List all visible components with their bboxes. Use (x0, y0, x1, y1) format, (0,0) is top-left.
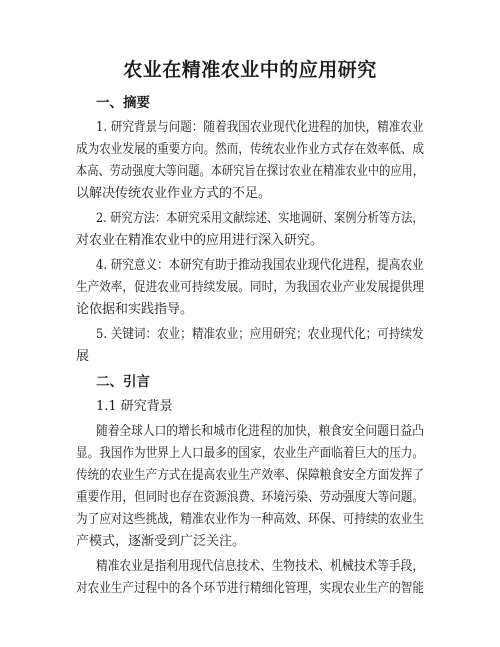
paragraph-line: 4. 研究意义：本研究有助于推动我国农业现代化进程，提高农业 (96, 258, 424, 273)
paragraph-line: 成为农业发展的重要方向。然而，传统农业作业方式存在效率低、成 (76, 142, 425, 157)
paragraph-line: 产模式，逐渐受到广泛关注。 (76, 534, 246, 549)
paragraph-line: 显。我国作为世界上人口最多的国家，农业生产面临着巨大的压力。 (76, 446, 425, 461)
section-heading-introduction: 二、引言 (96, 374, 150, 390)
paragraph-line: 展 (76, 349, 90, 364)
subsection-heading: 1.1 研究背景 (96, 399, 173, 414)
paragraph-line: 生产效率，促进农业可持续发展。同时，为我国农业产业发展提供理 (76, 280, 425, 295)
paragraph-line: 5. 关键词：农业；精准农业；应用研究；农业现代化；可持续发 (96, 327, 424, 342)
paragraph-line: 重要作用，但同时也存在资源浪费、环境污染、劳动强度大等问题。 (76, 490, 425, 505)
document-title: 农业在精准农业中的应用研究 (123, 59, 377, 81)
paragraph-line: 对农业生产过程中的各个环节进行精细化管理，实现农业生产的智能 (76, 581, 425, 596)
paragraph-line: 传统的农业生产方式在提高农业生产效率、保障粮食安全方面发挥了 (76, 468, 425, 483)
paragraph-line: 精准农业是指利用现代信息技术、生物技术、机械技术等手段， (96, 559, 425, 574)
paragraph-line: 1. 研究背景与问题：随着我国农业现代化进程的加快，精准农业 (96, 120, 424, 135)
section-heading-abstract: 一、摘要 (96, 95, 150, 111)
paragraph-line: 2. 研究方法：本研究采用文献综述、实地调研、案例分析等方法， (96, 211, 424, 226)
paragraph-line: 本高、劳动强度大等问题。本研究旨在探讨农业在精准农业中的应用， (76, 164, 425, 179)
paragraph-line: 论依据和实践指导。 (76, 302, 194, 317)
paragraph-line: 随着全球人口的增长和城市化进程的加快，粮食安全问题日益凸 (96, 424, 425, 439)
paragraph-line: 对农业在精准农业中的应用进行深入研究。 (76, 233, 324, 248)
paragraph-line: 为了应对这些挑战，精准农业作为一种高效、环保、可持续的农业生 (76, 512, 425, 527)
paragraph-line: 以解决传统农业作业方式的不足。 (76, 186, 272, 201)
